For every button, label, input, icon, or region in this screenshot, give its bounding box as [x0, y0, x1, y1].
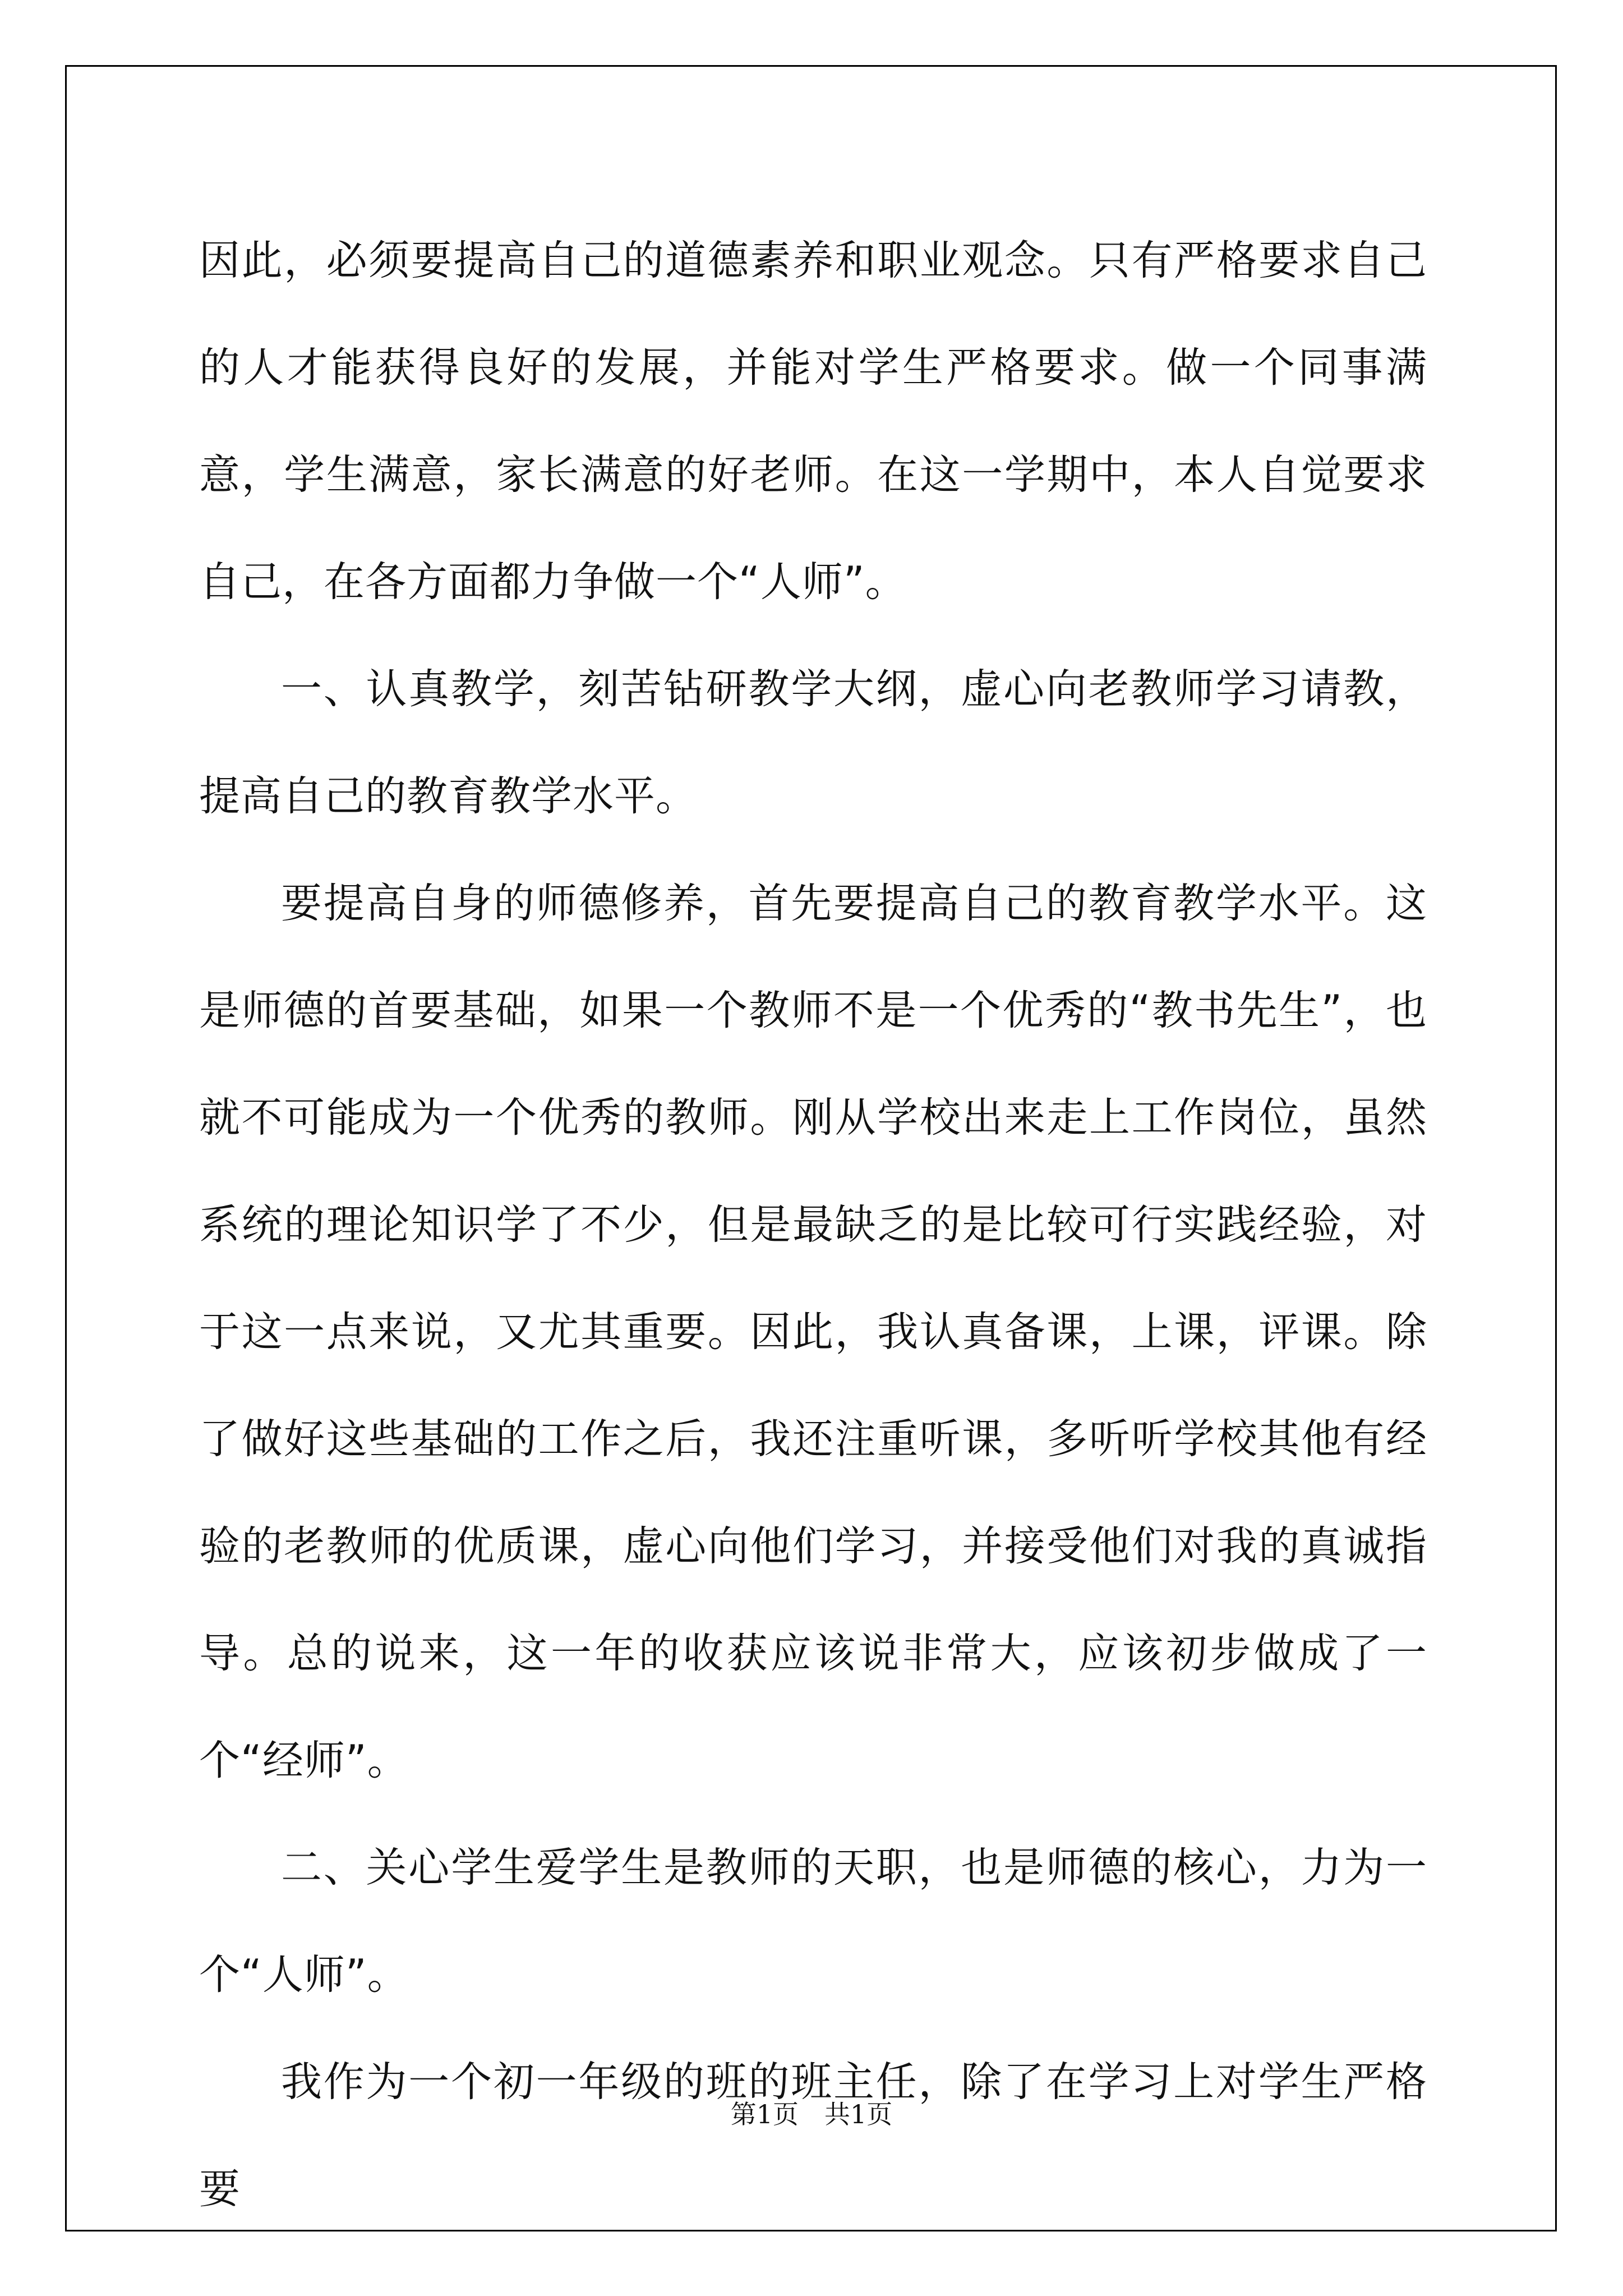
- paragraph-intro: 因此，必须要提高自己的道德素养和职业观念。只有严格要求自己的人才能获得良好的发展，并能对学生严格要求。做一个同事满意，学生满意，家长满意的好老师。在这一学期中，本人自觉要求自己，在各方面都力争做一个“人师”。: [199, 237, 1427, 606]
- paragraph-section-one-body: 要提高自身的师德修养，首先要提高自己的教育教学水平。这是师德的首要基础，如果一个教师不是一个优秀的“教书先生”，也就不可能成为一个优秀的教师。刚从学校出来走上工作岗位，虽然系统的理论知识学了不少，但是最缺乏的是比较可行实践经验，对于这一点来说，又尤其重要。因此，我认真备课，上课，评课。除了做好这些基础的工作之后，我还注重听课，多听听学校其他有经验的老教师的优质课，虚心向他们学习，并接受他们对我的真诚指导。总的说来，这一年的收获应该说非常大，应该初步做成了一个“经师”。: [199, 880, 1427, 1784]
- page-number-footer: 第1页 共1页: [730, 2099, 893, 2129]
- paragraph-section-one-heading: 一、认真教学，刻苦钻研教学大纲，虚心向老教师学习请教，提高自己的教育教学水平。: [199, 665, 1427, 820]
- paragraph-section-two-body: 我作为一个初一年级的班的班主任，除了在学习上对学生严格要: [199, 2058, 1427, 2213]
- document-body: [199, 207, 1427, 2243]
- paragraph-section-two-heading: 二、关心学生爱学生是教师的天职，也是师德的核心，力为一个“人师”。: [199, 1844, 1427, 1999]
